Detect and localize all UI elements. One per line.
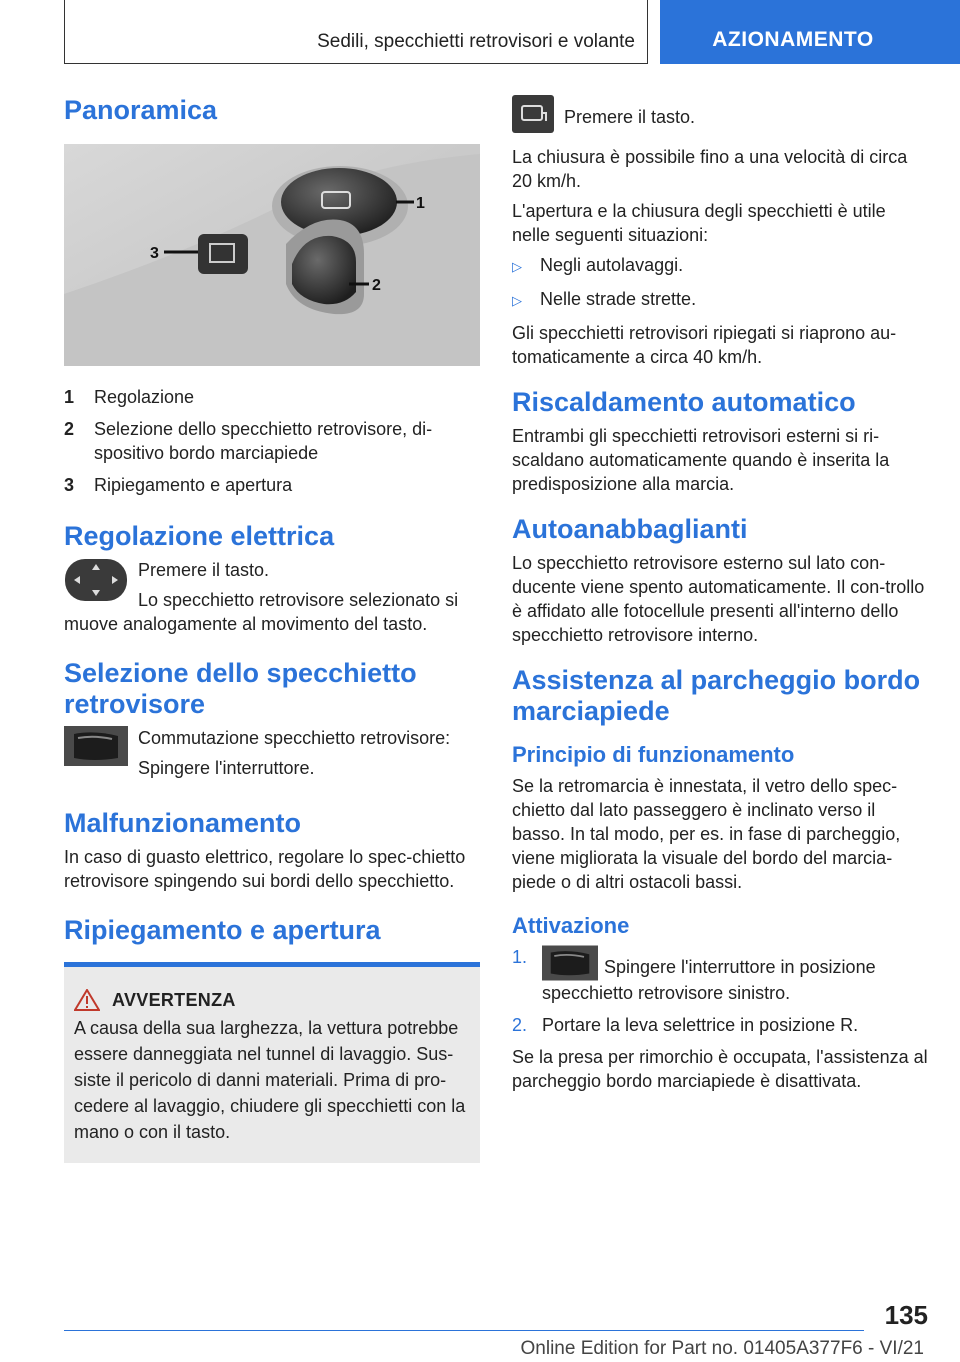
antiglare-title: Autoanabbaglianti [512,514,748,544]
selection-line-2: Spingere l'interruttore. [138,758,315,778]
chapter-tab-label: AZIONAMENTO [712,28,874,51]
electric-line-1: Premere il tasto. [138,560,270,580]
footer-edition: Online Edition for Part no. 01405A377F6 - VI/21 [520,1338,924,1359]
trailer-text: Se la presa per rimorchio è occupata, l'assistenza al parcheggio bordo marciapiede è disattivata. [512,1047,928,1091]
legend-item: 3 Ripiegamento e apertura [64,475,293,495]
list-item: 1. Spingere l'interruttore in posizione specchietto retrovisore sinistro. [512,947,876,1003]
malfunction-text: In caso di guasto elettrico, regolare lo spec-chietto retrovisore spingendo sui bordi dello specchietto. [64,847,466,891]
bullet-triangle-icon: ▷ [512,259,522,274]
list-item: ▷ Nelle strade strette. [512,287,928,313]
situations-list [512,253,928,313]
press-button-text: Premere il tasto. [564,107,696,127]
malfunction-title: Malfunzionamento [64,808,301,838]
selection-line-1: Commutazione specchietto retrovisore: [138,728,451,748]
activation-steps [512,945,928,1037]
figure-callout-1: 1 [416,195,425,212]
curb-assist-title: Assistenza al parcheggio bordo marciapiede [512,665,921,726]
electric-line-2: Lo specchietto retrovisore selezionato si muove analogamente al movimento del tasto. [64,590,459,634]
mirror-selector-switch-icon [542,945,598,981]
fold-mirror-button-icon [512,95,554,133]
folding-title: Ripiegamento e apertura [64,915,381,945]
mirror-joystick-icon [64,558,128,602]
heating-text: Entrambi gli specchietti retrovisori esterni si ri-scaldano automaticamente quando è inserita la predisposizione alla marcia. [512,426,890,494]
warning-triangle-icon [74,989,100,1011]
electric-adjust-title: Regolazione elettrica [64,521,335,551]
section-title: Sedili, specchietti retrovisori e volante [317,31,635,52]
right-column [512,95,928,1099]
legend-item: 2 Selezione dello specchietto retrovisore, di-spositivo bordo marciapiede [64,419,433,463]
mirror-controls-photo [64,144,480,366]
heating-title: Riscaldamento automatico [512,387,856,417]
reopen-text: Gli specchietti retrovisori ripiegati si riaprono au-tomaticamente a circa 40 km/h. [512,323,897,367]
figure-legend [64,385,480,497]
chapter-tab [660,0,960,64]
principle-title: Principio di funzionamento [512,742,795,767]
bullet-triangle-icon: ▷ [512,293,522,308]
selection-title: Selezione dello specchietto retrovisore [64,658,417,719]
antiglare-text: Lo specchietto retrovisore esterno sul lato con-ducente viene spento automaticamente. Il con-trollo è affidato alle fotocellule presenti all'interno dello specchietto retrovisore interno. [512,553,925,645]
overview-title: Panoramica [64,95,218,125]
warning-label: AVVERTENZA [112,989,236,1010]
left-column [64,95,480,1163]
list-item: ▷ Negli autolavaggi. [512,253,928,279]
figure-callout-3: 3 [150,245,159,262]
header-section-box [64,0,648,64]
principle-text: Se la retromarcia è innestata, il vetro dello spec-chietto dal lato passeggero è inclinato verso il basso. In tal modo, per es. in fase di parcheggio, viene migliorata la visuale del bordo del marcia-piede o di altri ostacoli bassi. [512,776,901,892]
legend-item: 1 Regolazione [64,387,195,407]
footer-divider [64,1330,864,1331]
warning-text: A causa della sua larghezza, la vettura potrebbe essere danneggiata nel tunnel di lavaggio. Sus-siste il pericolo di danni materiali. Prima di pro-cedere al lavaggio, chiudere gli specchietti con la mano o con il tasto. [74,1018,466,1142]
list-item: 2. Portare la leva selettrice in posizione R. [512,1015,859,1035]
mirror-selector-switch-icon [64,726,128,766]
warning-box [64,962,480,1163]
figure-callout-2: 2 [372,277,381,294]
closing-speed-text: La chiusura è possibile fino a una velocità di circa 20 km/h. [512,147,908,191]
page-number: 135 [884,1300,928,1330]
activation-title: Attivazione [512,913,630,938]
useful-situations-text: L'apertura e la chiusura degli specchietti è utile nelle seguenti situazioni: [512,201,886,245]
